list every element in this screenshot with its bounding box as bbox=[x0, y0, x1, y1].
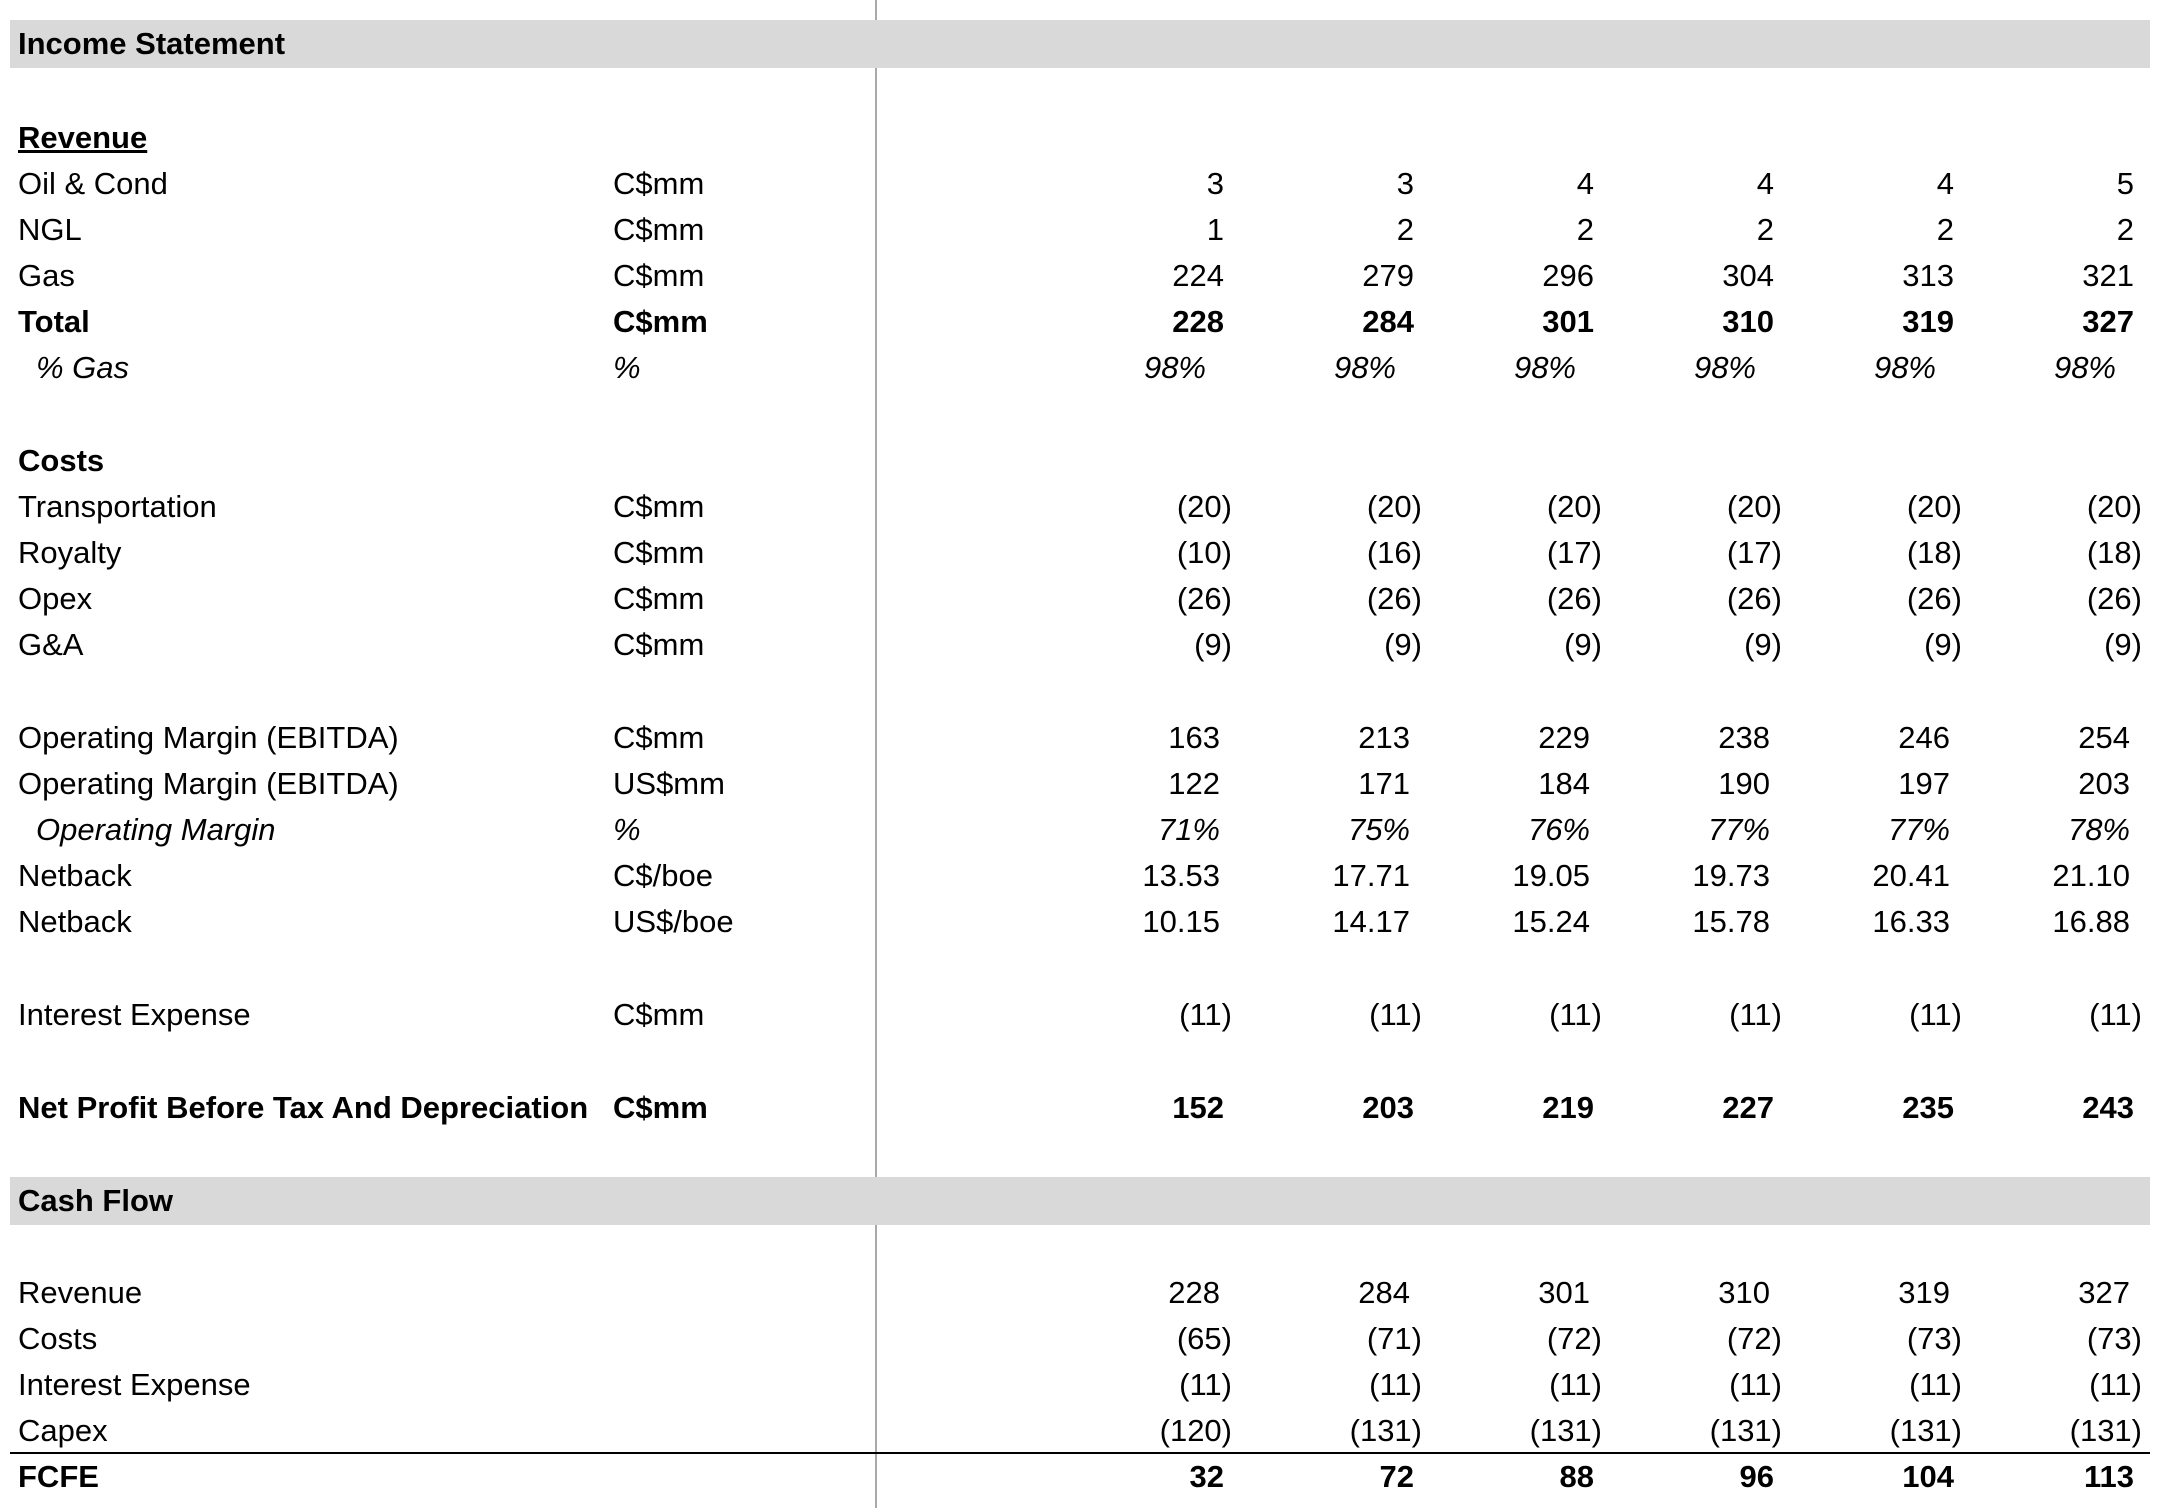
value-cell: (26) bbox=[1726, 581, 1782, 616]
value-cell: (120) bbox=[1159, 1413, 1232, 1448]
value-cell: (11) bbox=[1729, 997, 1782, 1032]
value-cell: (11) bbox=[1549, 1367, 1602, 1402]
value-cell: (26) bbox=[1176, 581, 1232, 616]
value-cell: 2 bbox=[1756, 212, 1774, 247]
value-cell: 14.17 bbox=[1332, 904, 1410, 939]
table-row bbox=[0, 622, 2160, 668]
value-cell: 4 bbox=[1936, 166, 1954, 201]
row-unit: C$mm bbox=[613, 258, 705, 293]
value-cell: 203 bbox=[2078, 766, 2130, 801]
value-cell: 20.41 bbox=[1872, 858, 1950, 893]
value-cell: 15.78 bbox=[1692, 904, 1770, 939]
row-unit: C$mm bbox=[613, 304, 708, 339]
row-unit: C$mm bbox=[613, 489, 705, 524]
value-cell: 327 bbox=[2078, 1275, 2130, 1310]
value-cell: (26) bbox=[2086, 581, 2142, 616]
value-cell: 17.71 bbox=[1332, 858, 1410, 893]
value-cell: (11) bbox=[1179, 1367, 1232, 1402]
value-cell: 197 bbox=[1898, 766, 1950, 801]
revenue-heading-row bbox=[0, 115, 2160, 161]
table-row-total bbox=[0, 299, 2160, 345]
value-cell: 238 bbox=[1718, 720, 1770, 755]
row-label: Capex bbox=[18, 1413, 108, 1448]
value-cell: (20) bbox=[2086, 489, 2142, 524]
value-cell: (16) bbox=[1366, 535, 1422, 570]
value-cell: (11) bbox=[2089, 1367, 2142, 1402]
value-cell: 88 bbox=[1559, 1459, 1594, 1494]
value-cell: (9) bbox=[2104, 627, 2142, 662]
table-row bbox=[0, 207, 2160, 253]
row-label: Operating Margin (EBITDA) bbox=[18, 766, 399, 801]
table-row bbox=[0, 1270, 2160, 1316]
row-label: % Gas bbox=[36, 350, 130, 385]
row-label: Costs bbox=[18, 1321, 98, 1356]
value-cell: 98% bbox=[1873, 350, 1936, 385]
value-cell: 21.10 bbox=[2052, 858, 2130, 893]
value-cell: 246 bbox=[1898, 720, 1950, 755]
section-header-band bbox=[10, 20, 2150, 68]
row-label: Royalty bbox=[18, 535, 122, 570]
value-cell: (73) bbox=[2086, 1321, 2142, 1356]
row-label: Total bbox=[18, 304, 90, 339]
value-cell: 16.88 bbox=[2052, 904, 2130, 939]
table-row bbox=[0, 484, 2160, 530]
value-cell: 327 bbox=[2082, 304, 2134, 339]
row-label: FCFE bbox=[18, 1459, 99, 1494]
value-cell: 190 bbox=[1718, 766, 1770, 801]
value-cell: 32 bbox=[1189, 1459, 1224, 1494]
value-cell: 98% bbox=[1333, 350, 1396, 385]
value-cell: (20) bbox=[1176, 489, 1232, 524]
value-cell: (9) bbox=[1564, 627, 1602, 662]
value-cell: 104 bbox=[1902, 1459, 1954, 1494]
costs-heading-row bbox=[0, 438, 2160, 484]
value-cell: (131) bbox=[2069, 1413, 2142, 1448]
value-cell: (131) bbox=[1529, 1413, 1602, 1448]
value-cell: (9) bbox=[1194, 627, 1232, 662]
value-cell: (9) bbox=[1384, 627, 1422, 662]
table-row bbox=[0, 899, 2160, 945]
value-cell: 279 bbox=[1362, 258, 1414, 293]
row-label: Operating Margin bbox=[36, 812, 276, 847]
row-label: Gas bbox=[18, 258, 75, 293]
cash-flow-header: Cash Flow bbox=[18, 1183, 174, 1218]
value-cell: 96 bbox=[1739, 1459, 1774, 1494]
row-unit: C$/boe bbox=[613, 858, 713, 893]
value-cell: (11) bbox=[1549, 997, 1602, 1032]
value-cell: 77% bbox=[1707, 812, 1770, 847]
value-cell: 75% bbox=[1347, 812, 1410, 847]
table-row bbox=[0, 1408, 2160, 1454]
value-cell: (17) bbox=[1546, 535, 1602, 570]
row-label: Net Profit Before Tax And Depreciation bbox=[18, 1090, 589, 1125]
value-cell: (73) bbox=[1906, 1321, 1962, 1356]
value-cell: (9) bbox=[1744, 627, 1782, 662]
value-cell: 2 bbox=[1396, 212, 1414, 247]
table-row bbox=[0, 161, 2160, 207]
table-row bbox=[0, 992, 2160, 1038]
value-cell: (9) bbox=[1924, 627, 1962, 662]
value-cell: 229 bbox=[1538, 720, 1590, 755]
value-cell: (11) bbox=[1909, 997, 1962, 1032]
value-cell: 3 bbox=[1396, 166, 1414, 201]
value-cell: 203 bbox=[1362, 1090, 1414, 1125]
table-row bbox=[0, 1316, 2160, 1362]
table-row bbox=[0, 853, 2160, 899]
value-cell: (11) bbox=[2089, 997, 2142, 1032]
value-cell: 10.15 bbox=[1142, 904, 1220, 939]
table-row bbox=[0, 1362, 2160, 1408]
value-cell: 72 bbox=[1379, 1459, 1414, 1494]
value-cell: (11) bbox=[1369, 1367, 1422, 1402]
value-cell: (11) bbox=[1909, 1367, 1962, 1402]
value-cell: (131) bbox=[1889, 1413, 1962, 1448]
row-unit: C$mm bbox=[613, 212, 705, 247]
value-cell: 319 bbox=[1898, 1275, 1950, 1310]
row-unit: US$/boe bbox=[613, 904, 734, 939]
row-label: NGL bbox=[18, 212, 82, 247]
value-cell: 184 bbox=[1538, 766, 1590, 801]
value-cell: 224 bbox=[1172, 258, 1224, 293]
value-cell: 152 bbox=[1172, 1090, 1224, 1125]
row-label: G&A bbox=[18, 627, 84, 662]
value-cell: 310 bbox=[1718, 1275, 1770, 1310]
value-cell: 15.24 bbox=[1512, 904, 1590, 939]
row-unit: % bbox=[613, 350, 641, 385]
value-cell: 319 bbox=[1902, 304, 1954, 339]
row-label: Netback bbox=[18, 858, 132, 893]
value-cell: 122 bbox=[1168, 766, 1220, 801]
value-cell: 4 bbox=[1576, 166, 1594, 201]
value-cell: 227 bbox=[1722, 1090, 1774, 1125]
section-header-band bbox=[10, 1177, 2150, 1225]
value-cell: (20) bbox=[1726, 489, 1782, 524]
value-cell: 2 bbox=[2116, 212, 2134, 247]
table-row bbox=[0, 253, 2160, 299]
value-cell: 4 bbox=[1756, 166, 1774, 201]
value-cell: (20) bbox=[1546, 489, 1602, 524]
value-cell: 19.05 bbox=[1512, 858, 1590, 893]
value-cell: 1 bbox=[1206, 212, 1224, 247]
value-cell: 304 bbox=[1722, 258, 1774, 293]
table-row-total bbox=[0, 1454, 2160, 1500]
table-row bbox=[0, 761, 2160, 807]
value-cell: 98% bbox=[1693, 350, 1756, 385]
value-cell: (20) bbox=[1906, 489, 1962, 524]
value-cell: 228 bbox=[1172, 304, 1224, 339]
value-cell: (20) bbox=[1366, 489, 1422, 524]
row-unit: C$mm bbox=[613, 1090, 708, 1125]
value-cell: (26) bbox=[1366, 581, 1422, 616]
value-cell: (10) bbox=[1176, 535, 1232, 570]
table-row-total bbox=[0, 1085, 2160, 1131]
value-cell: 98% bbox=[2053, 350, 2116, 385]
value-cell: 243 bbox=[2082, 1090, 2134, 1125]
row-unit: C$mm bbox=[613, 627, 705, 662]
value-cell: (11) bbox=[1729, 1367, 1782, 1402]
row-label: Interest Expense bbox=[18, 1367, 251, 1402]
table-row bbox=[0, 576, 2160, 622]
row-unit: US$mm bbox=[613, 766, 725, 801]
row-unit: C$mm bbox=[613, 581, 705, 616]
value-cell: 98% bbox=[1513, 350, 1576, 385]
row-label: Operating Margin (EBITDA) bbox=[18, 720, 399, 755]
value-cell: 284 bbox=[1358, 1275, 1410, 1310]
value-cell: 228 bbox=[1168, 1275, 1220, 1310]
value-cell: 254 bbox=[2078, 720, 2130, 755]
value-cell: 284 bbox=[1362, 304, 1414, 339]
row-unit: C$mm bbox=[613, 720, 705, 755]
table-row-pct bbox=[0, 345, 2160, 391]
value-cell: 98% bbox=[1143, 350, 1206, 385]
value-cell: 76% bbox=[1527, 812, 1590, 847]
value-cell: (72) bbox=[1546, 1321, 1602, 1356]
row-unit: % bbox=[613, 812, 641, 847]
value-cell: (131) bbox=[1709, 1413, 1782, 1448]
table-row-pct bbox=[0, 807, 2160, 853]
row-unit: C$mm bbox=[613, 997, 705, 1032]
row-label: Netback bbox=[18, 904, 132, 939]
value-cell: 5 bbox=[2116, 166, 2134, 201]
value-cell: 3 bbox=[1206, 166, 1224, 201]
value-cell: 13.53 bbox=[1142, 858, 1220, 893]
value-cell: 71% bbox=[1157, 812, 1220, 847]
income-statement-header: Income Statement bbox=[18, 26, 286, 61]
value-cell: 296 bbox=[1542, 258, 1594, 293]
value-cell: 213 bbox=[1358, 720, 1410, 755]
table-row bbox=[0, 715, 2160, 761]
value-cell: 163 bbox=[1168, 720, 1220, 755]
row-unit: C$mm bbox=[613, 535, 705, 570]
value-cell: 171 bbox=[1358, 766, 1410, 801]
value-cell: (26) bbox=[1906, 581, 1962, 616]
value-cell: (71) bbox=[1366, 1321, 1422, 1356]
value-cell: (17) bbox=[1726, 535, 1782, 570]
value-cell: 78% bbox=[2067, 812, 2130, 847]
revenue-heading: Revenue bbox=[18, 120, 148, 155]
value-cell: (72) bbox=[1726, 1321, 1782, 1356]
value-cell: 2 bbox=[1576, 212, 1594, 247]
row-label: Oil & Cond bbox=[18, 166, 168, 201]
value-cell: (65) bbox=[1176, 1321, 1232, 1356]
row-label: Transportation bbox=[18, 489, 217, 524]
value-cell: (131) bbox=[1349, 1413, 1422, 1448]
costs-heading: Costs bbox=[18, 443, 105, 478]
value-cell: 19.73 bbox=[1692, 858, 1770, 893]
value-cell: (11) bbox=[1179, 997, 1232, 1032]
value-cell: 301 bbox=[1538, 1275, 1590, 1310]
value-cell: 16.33 bbox=[1872, 904, 1950, 939]
value-cell: 2 bbox=[1936, 212, 1954, 247]
row-label: Revenue bbox=[18, 1275, 143, 1310]
value-cell: 113 bbox=[2083, 1459, 2134, 1494]
value-cell: 321 bbox=[2082, 258, 2134, 293]
value-cell: 301 bbox=[1542, 304, 1594, 339]
value-cell: 310 bbox=[1722, 304, 1774, 339]
row-label: Interest Expense bbox=[18, 997, 251, 1032]
value-cell: (26) bbox=[1546, 581, 1602, 616]
row-unit: C$mm bbox=[613, 166, 705, 201]
value-cell: (18) bbox=[2086, 535, 2142, 570]
value-cell: (18) bbox=[1906, 535, 1962, 570]
value-cell: 77% bbox=[1887, 812, 1950, 847]
table-row bbox=[0, 530, 2160, 576]
value-cell: (11) bbox=[1369, 997, 1422, 1032]
value-cell: 235 bbox=[1902, 1090, 1954, 1125]
value-cell: 313 bbox=[1902, 258, 1954, 293]
row-label: Opex bbox=[18, 581, 93, 616]
value-cell: 219 bbox=[1542, 1090, 1594, 1125]
